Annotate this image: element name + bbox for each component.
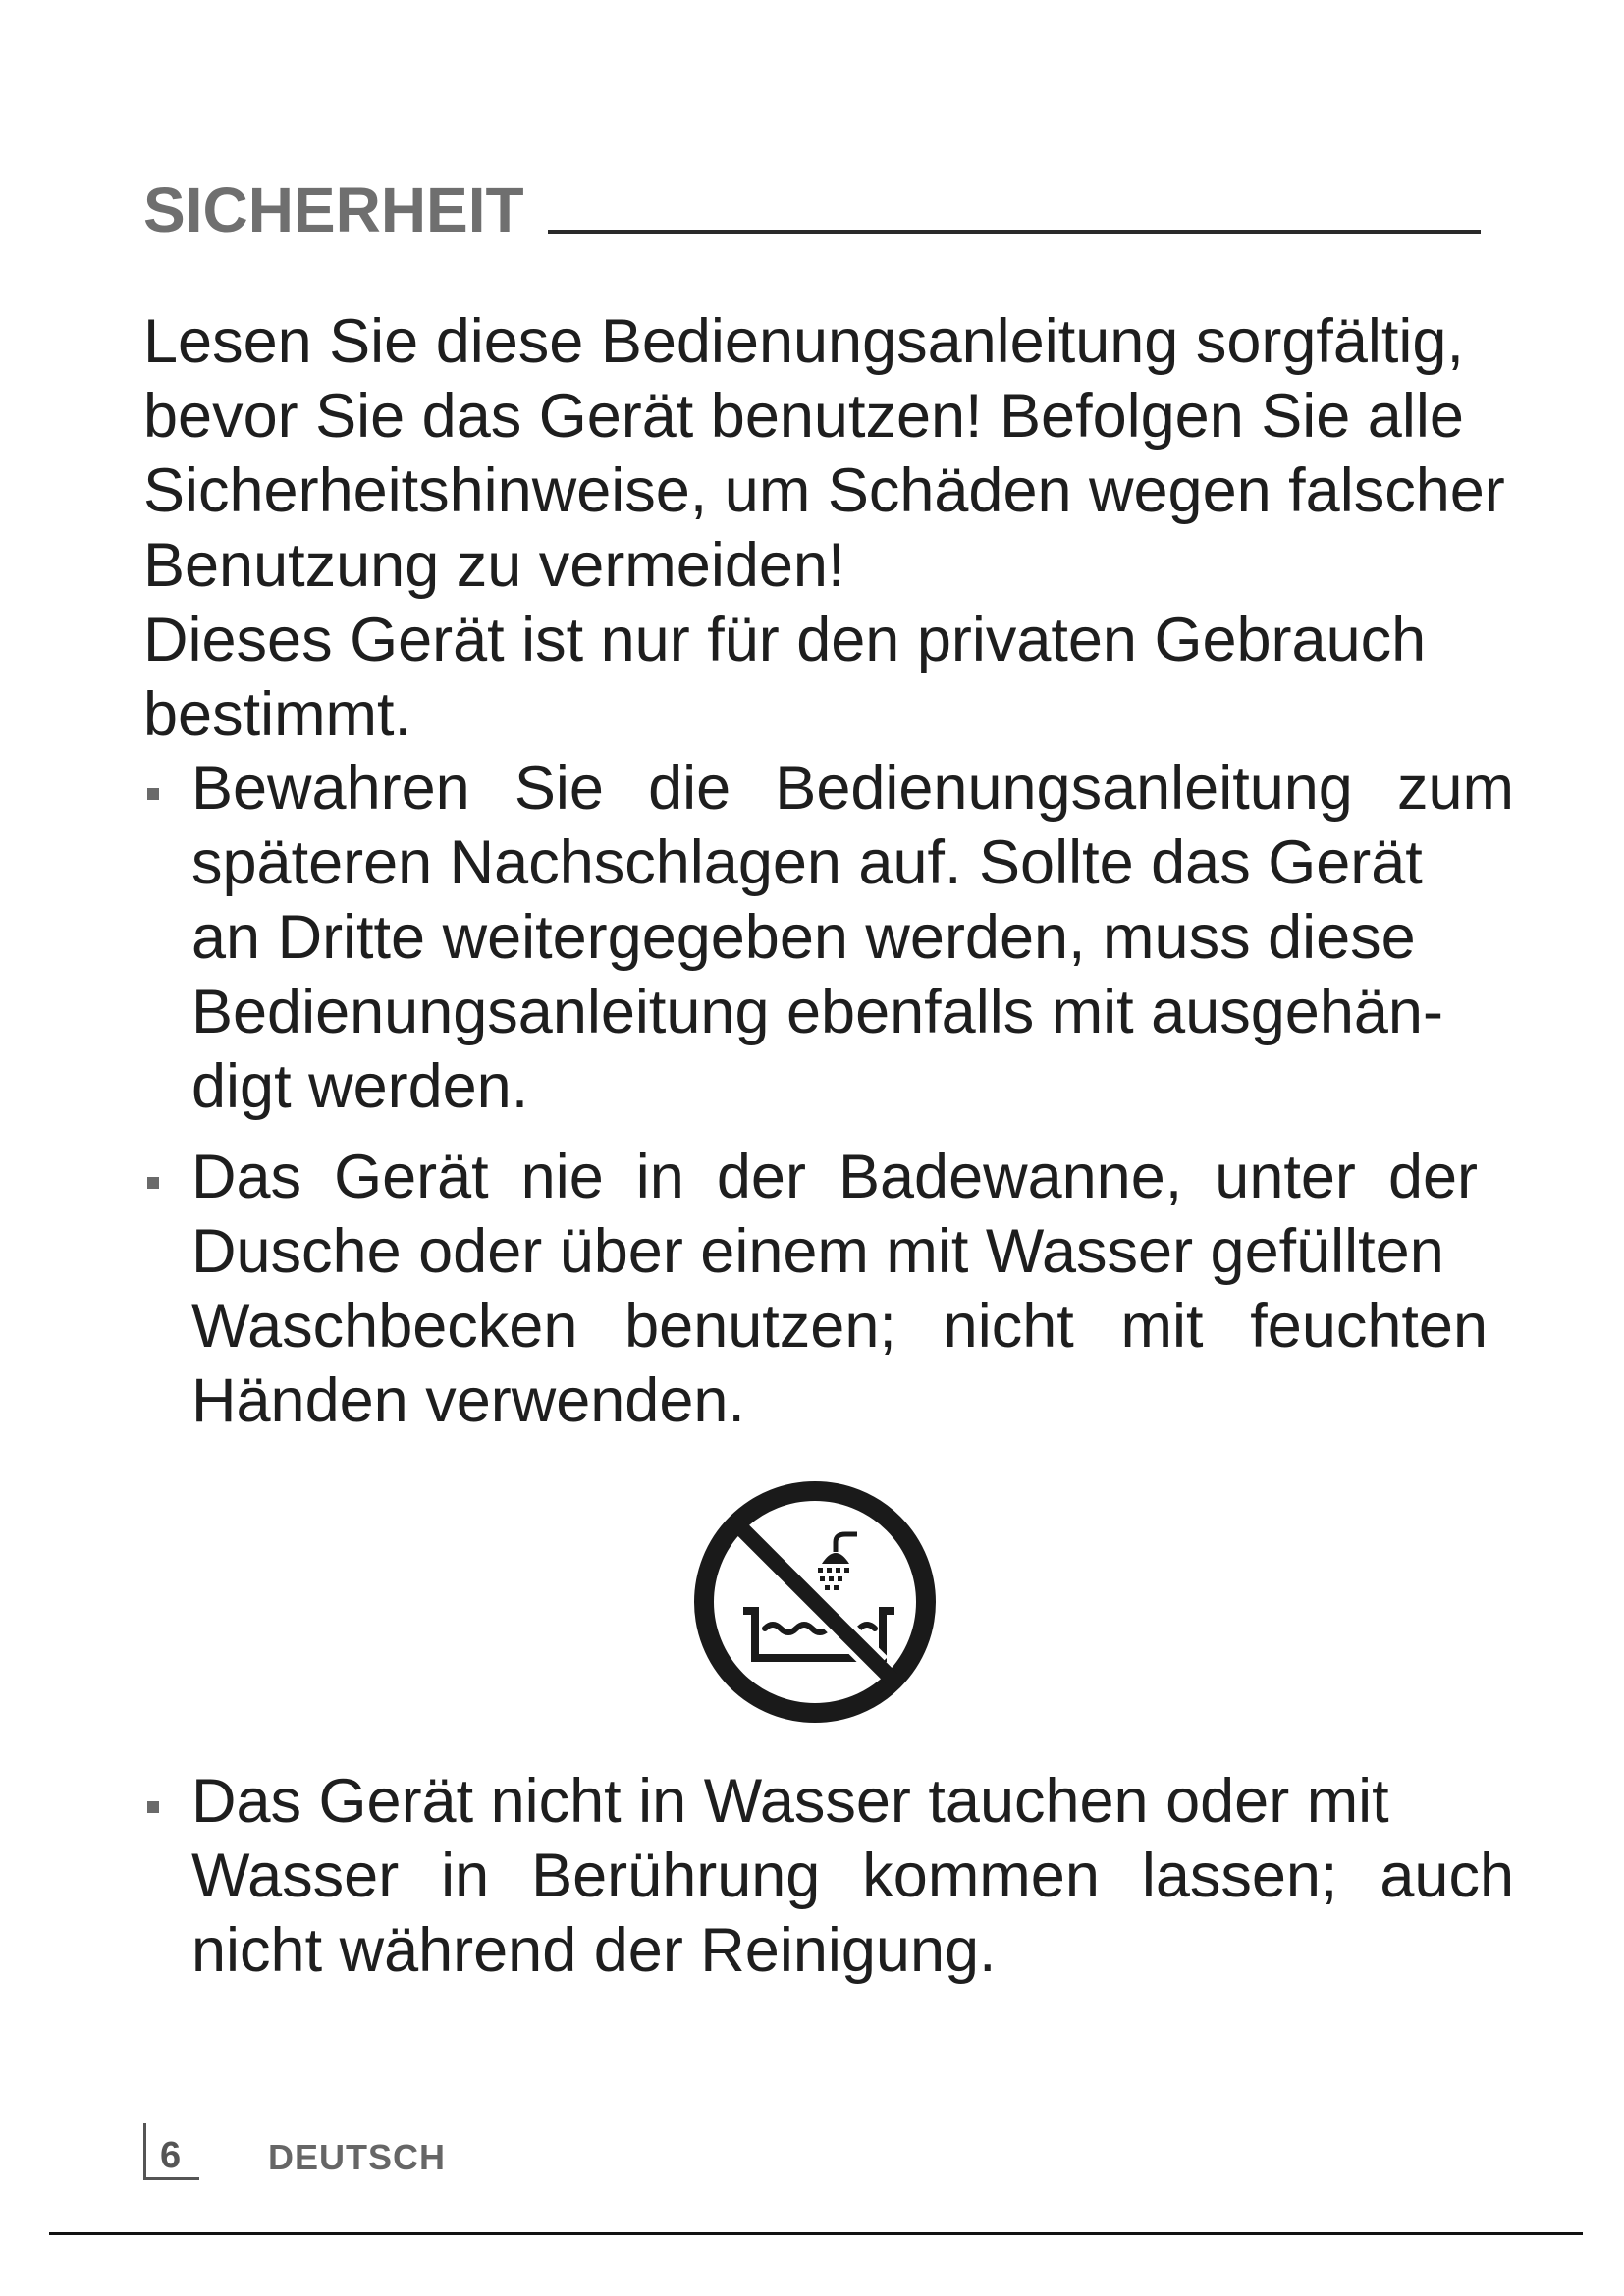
bullet-line: Das Gerät nicht in Wasser tauchen oder mit bbox=[191, 1767, 1389, 1836]
safety-bullet-item bbox=[191, 751, 1514, 1124]
bullet-square-icon bbox=[147, 788, 159, 800]
title-underline bbox=[548, 230, 1481, 234]
bullet-line: Wasser in Berührung kommen lassen; auch bbox=[191, 1842, 1514, 1910]
bullet-square-icon bbox=[147, 1801, 159, 1813]
page-number: 6 bbox=[160, 2135, 182, 2176]
safety-bullet-item bbox=[191, 1764, 1514, 1988]
bottom-rule bbox=[49, 2232, 1583, 2235]
bullet-line: Bewahren Sie die Bedienungsanleitung zum bbox=[191, 754, 1514, 823]
intro-line: Lesen Sie diese Bedienungsanleitung sorgfältig, bbox=[143, 307, 1464, 376]
footer-language-label: DEUTSCH bbox=[268, 2137, 447, 2177]
bullet-square-icon bbox=[147, 1177, 159, 1189]
prohibition-sign-svg bbox=[692, 1479, 938, 1725]
bullet-line: späteren Nachschlagen auf. Sollte das Gerät bbox=[191, 828, 1423, 897]
page-number-bracket-base bbox=[143, 2177, 199, 2180]
bullet-line: Dusche oder über einem mit Wasser gefüllten bbox=[191, 1217, 1444, 1286]
intro-line: bestimmt. bbox=[143, 680, 412, 749]
intro-line: bevor Sie das Gerät benutzen! Befolgen Sie alle bbox=[143, 382, 1464, 451]
no-shower-bathtub-prohibition-icon bbox=[692, 1479, 938, 1725]
bullet-line: nicht während der Reinigung. bbox=[191, 1916, 997, 1985]
bullet-line: Das Gerät nie in der Badewanne, unter der bbox=[191, 1143, 1478, 1211]
bullet-line: Waschbecken benutzen; nicht mit feuchten bbox=[191, 1292, 1488, 1361]
bullet-line: Händen verwenden. bbox=[191, 1366, 745, 1435]
bullet-line: Bedienungsanleitung ebenfalls mit ausgehän- bbox=[191, 978, 1443, 1046]
intro-line: Sicherheitshinweise, um Schäden wegen falscher bbox=[143, 456, 1505, 525]
bullet-line: digt werden. bbox=[191, 1052, 529, 1121]
safety-bullet-item bbox=[191, 1140, 1514, 1438]
page-number-bracket bbox=[143, 2123, 146, 2180]
section-title: SICHERHEIT bbox=[143, 175, 524, 245]
intro-line: Dieses Gerät ist nur für den privaten Gebrauch bbox=[143, 606, 1427, 674]
intro-line: Benutzung zu vermeiden! bbox=[143, 531, 845, 600]
bullet-line: an Dritte weitergegeben werden, muss diese bbox=[191, 903, 1416, 972]
intro-paragraph bbox=[143, 304, 1538, 752]
